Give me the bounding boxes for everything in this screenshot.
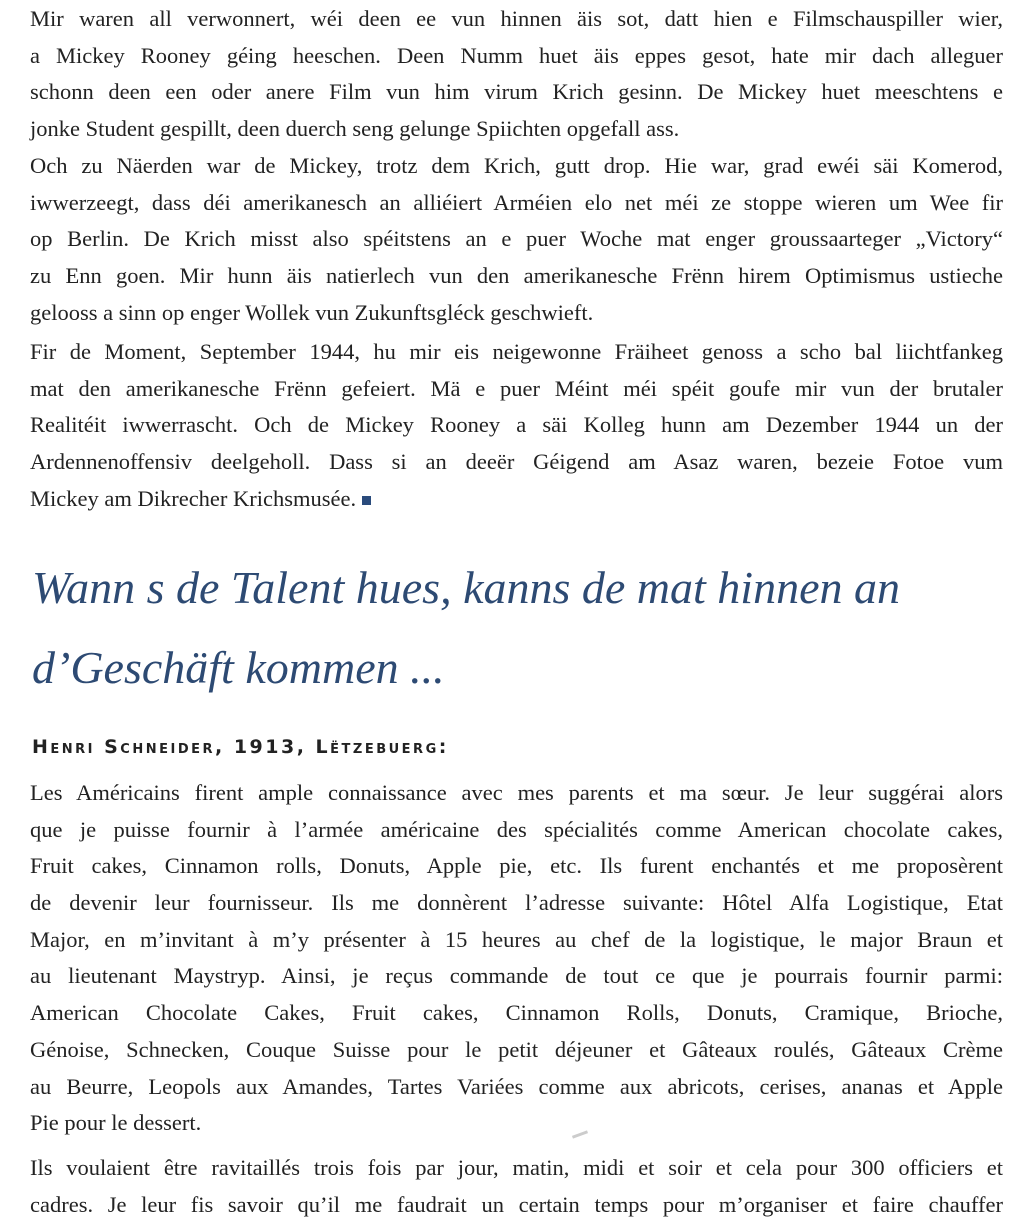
text-line: Mir waren all verwonnert, wéi deen ee vun hinnen äis sot, datt hien e Filmschauspiller wier, — [30, 6, 1003, 31]
text-line: Génoise, Schnecken, Couque Suisse pour le petit déjeuner et Gâteaux roulés, Gâteaux Crème — [30, 1036, 1003, 1062]
text-line: que je puisse fournir à l’armée américaine des spécialités comme American chocolate cakes, — [30, 816, 1003, 842]
end-mark-icon — [362, 496, 371, 505]
text-line: iwwerzeegt, dass déi amerikanesch an alliéiert Arméien elo net méi ze stoppe wieren um Wee fir — [30, 189, 1003, 215]
text-line: American Chocolate Cakes, Fruit cakes, Cinnamon Rolls, Donuts, Cramique, Brioche, — [30, 1000, 1003, 1026]
text-line: au Beurre, Leopols aux Amandes, Tartes Variées comme aux abricots, cerises, ananas et Apple — [30, 1073, 1003, 1099]
text-line: Realitéit iwwerrascht. Och de Mickey Rooney a säi Kolleg hunn am Dezember 1944 un der — [30, 412, 1003, 438]
pull-quote-line: Wann s de Talent hues, kanns de mat hinnen an — [32, 562, 901, 613]
text-line: Ardennenoffensiv deelgeholl. Dass si an deeër Géigend am Asaz waren, bezeie Fotoe vum — [30, 449, 1003, 475]
pull-quote-line: d’Geschäft kommen ... — [32, 642, 445, 693]
text-line: Major, en m’invitant à m’y présenter à 15 heures au chef de la logistique, le major Braun et — [30, 926, 1003, 952]
paragraph-lb-2 — [30, 148, 1003, 331]
paragraph-lb-3 — [30, 334, 1003, 517]
text-line — [30, 481, 1003, 518]
section-heading: Henri Schneider, 1913, Lëtzebuerg: — [32, 736, 449, 758]
text-line: de devenir leur fournisseur. Ils me donnèrent l’adresse suivante: Hôtel Alfa Logistique, Etat — [30, 890, 1003, 916]
paragraph-fr-1 — [30, 775, 1003, 1142]
text-line: mat den amerikanesche Frënn gefeiert. Mä e puer Méint méi spéit goufe mir vun der brutaler — [30, 375, 1003, 401]
text-line: au lieutenant Maystryp. Ainsi, je reçus commande de tout ce que je pourrais fournir parmi: — [30, 963, 1003, 989]
text-line: Ils voulaient être ravitaillés trois fois par jour, matin, midi et soir et cela pour 300 officiers et — [30, 1155, 1003, 1180]
text-line: jonke Student gespillt, deen duerch seng gelunge Spiichten opgefall ass. — [30, 116, 680, 142]
text-line: cadres. Je leur fis savoir qu’il me faudrait un certain temps pour m’organiser et faire chauffer — [30, 1191, 1003, 1217]
text-line: zu Enn goen. Mir hunn äis natierlech vun den amerikanesche Frënn hirem Optimismus ustieche — [30, 263, 1003, 289]
paragraph-fr-2 — [30, 1150, 1003, 1223]
text-line: Och zu Näerden war de Mickey, trotz dem Krich, gutt drop. Hie war, grad ewéi säi Komerod, — [30, 153, 1003, 178]
pull-quote — [32, 548, 1012, 708]
text-line: schonn deen een oder anere Film vun him virum Krich gesinn. De Mickey huet meeschtens e — [30, 79, 1003, 105]
text-line: op Berlin. De Krich misst also spéitstens an e puer Woche mat enger groussaarteger „Victory“ — [30, 226, 1003, 252]
text-line-content: Mickey am Dikrecher Krichsmusée. — [30, 485, 357, 511]
text-line: Fruit cakes, Cinnamon rolls, Donuts, Apple pie, etc. Ils furent enchantés et me proposèrent — [30, 853, 1003, 879]
paragraph-lb-1 — [30, 1, 1003, 148]
text-line: a Mickey Rooney géing heeschen. Deen Numm huet äis eppes gesot, hate mir dach alleguer — [30, 42, 1003, 68]
text-line: gelooss a sinn op enger Wollek vun Zukunftsgléck geschwieft. — [30, 299, 594, 325]
text-line: Pie pour le dessert. — [30, 1110, 202, 1136]
text-line: Les Américains firent ample connaissance avec mes parents et ma sœur. Je leur suggérai alors — [30, 780, 1003, 805]
text-line: Fir de Moment, September 1944, hu mir eis neigewonne Fräiheet genoss a scho bal liichtfankeg — [30, 339, 1003, 364]
